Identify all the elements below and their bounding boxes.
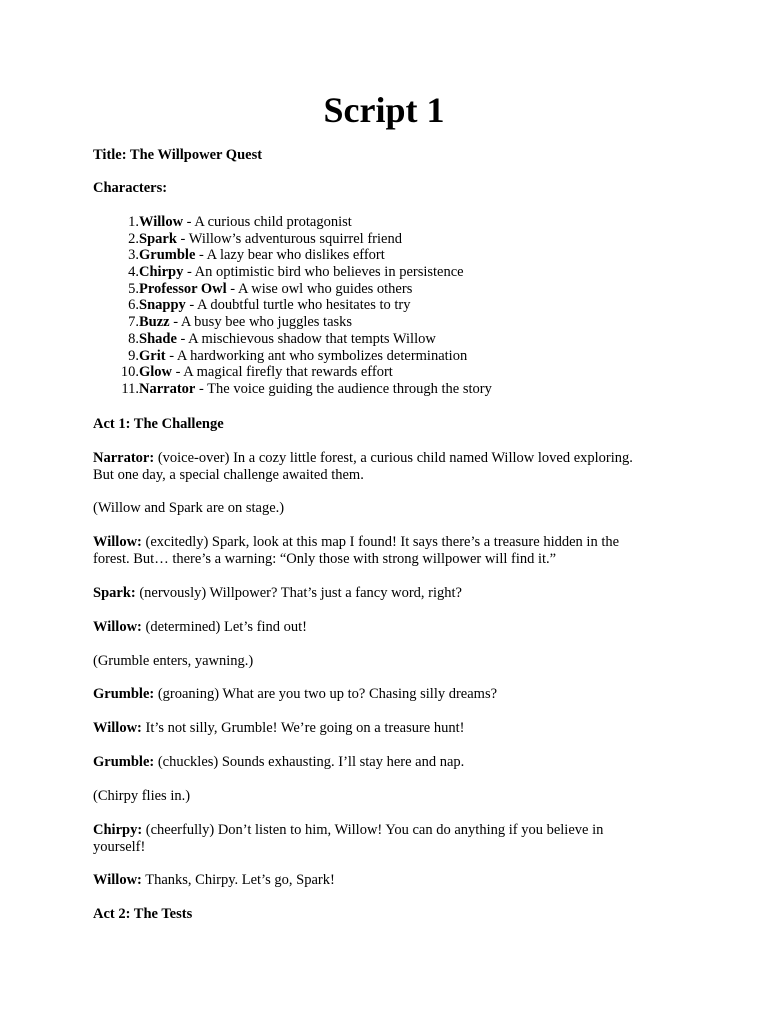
character-description: - A mischievous shadow that tempts Willow: [176, 330, 436, 347]
character-name: Narrator: [139, 380, 196, 397]
list-item: 7. Buzz - A busy bee who juggles tasks: [128, 314, 353, 331]
script-title-line: Title: The Willpower Quest: [93, 147, 263, 163]
list-item: 4. Chirpy - An optimistic bird who believes in persistence: [128, 264, 464, 281]
character-name: Shade: [139, 330, 177, 347]
list-item: 2. Spark - Willow’s adventurous squirrel friend: [128, 230, 402, 247]
character-name: Glow: [139, 364, 173, 381]
list-item: 8. Shade - A mischievous shadow that tempts Willow: [128, 330, 436, 347]
act-2-heading: Act 2: The Tests: [93, 906, 193, 922]
list-item: 9. Grit - A hardworking ant who symbolizes determination: [128, 347, 468, 364]
dialogue-narrator: Narrator: (voice-over) In a cozy little forest, a curious child named Willow loved exploring. But one day, a special challenge awaited them.: [93, 450, 633, 483]
character-list: [93, 214, 492, 398]
character-description: - An optimistic bird who believes in persistence: [183, 264, 464, 281]
list-item: 11. Narrator - The voice guiding the audience through the story: [121, 380, 492, 397]
character-name: Buzz: [139, 314, 170, 331]
character-description: - A hardworking ant who symbolizes determination: [165, 347, 468, 364]
character-name: Professor Owl: [139, 280, 227, 297]
character-description: - A wise owl who guides others: [226, 280, 413, 297]
stage-direction: (Willow and Spark are on stage.): [93, 500, 285, 516]
character-description: - A curious child protagonist: [183, 214, 352, 230]
dialogue-spark: Spark: (nervously) Willpower? That’s just a fancy word, right?: [93, 585, 462, 601]
character-description: - Willow’s adventurous squirrel friend: [176, 230, 402, 247]
character-name: Chirpy: [139, 264, 184, 281]
character-name: Willow: [139, 214, 184, 230]
dialogue-willow: Willow: Thanks, Chirpy. Let’s go, Spark!: [93, 872, 335, 888]
list-item: 3. Grumble - A lazy bear who dislikes effort: [128, 247, 385, 264]
character-name: Spark: [139, 230, 177, 247]
page-title: Script 1: [323, 90, 445, 130]
dialogue-willow: Willow: It’s not silly, Grumble! We’re going on a treasure hunt!: [93, 720, 465, 736]
dialogue-willow: Willow: (excitedly) Spark, look at this map I found! It says there’s a treasure hidden in the forest. But… there’s a warning: “Only those with strong willpower will find it.”: [93, 534, 620, 567]
character-name: Snappy: [139, 297, 186, 314]
stage-direction: (Grumble enters, yawning.): [93, 653, 254, 669]
characters-heading: Characters:: [93, 180, 168, 196]
stage-direction: (Chirpy flies in.): [93, 788, 191, 804]
list-item: 6. Snappy - A doubtful turtle who hesitates to try: [128, 297, 411, 314]
character-description: - The voice guiding the audience through the story: [195, 380, 492, 397]
list-item: 1. Willow - A curious child protagonist: [128, 214, 352, 230]
dialogue-grumble: Grumble: (groaning) What are you two up to? Chasing silly dreams?: [93, 686, 498, 702]
dialogue-willow: Willow: (determined) Let’s find out!: [93, 619, 307, 635]
list-item: 10. Glow - A magical firefly that rewards effort: [120, 364, 393, 381]
dialogue-grumble: Grumble: (chuckles) Sounds exhausting. I’ll stay here and nap.: [93, 754, 465, 770]
character-name: Grumble: [139, 247, 196, 264]
character-description: - A magical firefly that rewards effort: [172, 364, 393, 381]
dialogue-chirpy: Chirpy: (cheerfully) Don’t listen to him, Willow! You can do anything if you believe in yourself!: [93, 822, 604, 855]
character-description: - A busy bee who juggles tasks: [169, 314, 353, 331]
character-description: - A lazy bear who dislikes effort: [195, 247, 385, 264]
character-description: - A doubtful turtle who hesitates to try: [185, 297, 411, 314]
act-1-heading: Act 1: The Challenge: [93, 416, 224, 432]
list-item: 5. Professor Owl - A wise owl who guides others: [128, 280, 413, 297]
character-name: Grit: [139, 347, 166, 364]
